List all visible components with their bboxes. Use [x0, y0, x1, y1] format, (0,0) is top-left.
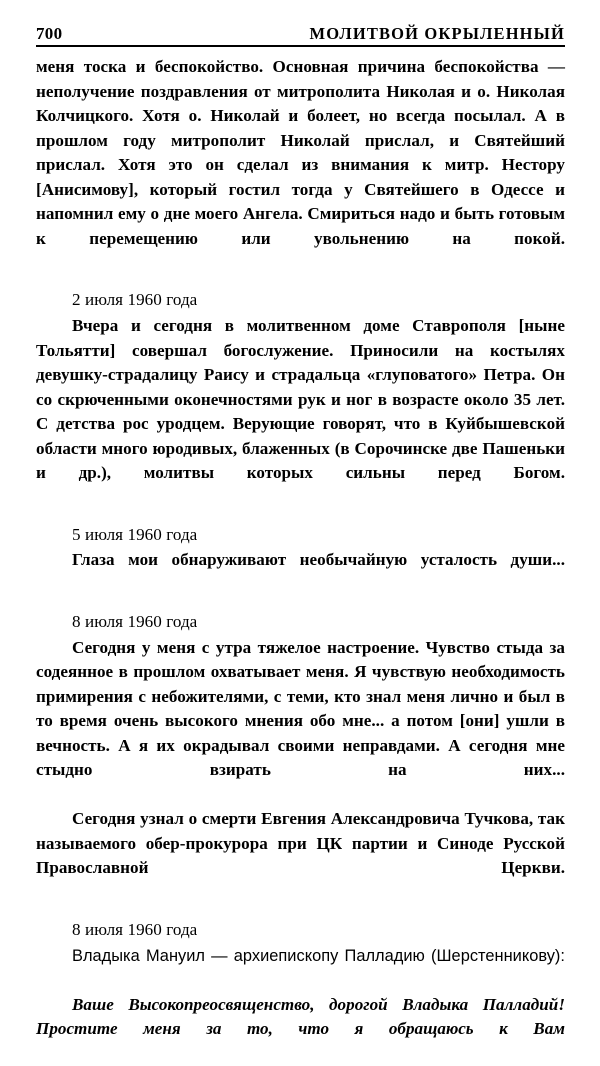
date-heading: 8 июля 1960 года	[72, 611, 198, 631]
text-column	[36, 55, 565, 1066]
header-divider-rule	[36, 45, 565, 47]
letter-quote: Ваше Высокопреосвященство, дорогой Владыка Палладий! Простите меня за то, что я обращаюсь к Вам	[36, 994, 565, 1039]
entry-paragraph: Глаза мои обнаруживают необычайную усталость души...	[72, 550, 565, 570]
date-heading: 8 июля 1960 года	[72, 920, 198, 940]
date-heading: 5 июля 1960 года	[72, 524, 198, 544]
letter-attribution: Владыка Мануил — архиепископу Палладию (Шерстенникову):	[72, 946, 565, 965]
date-heading: 2 июля 1960 года	[72, 290, 198, 310]
entry-paragraph: Вчера и сегодня в молитвенном доме Ставрополя [ныне Тольятти] совершал богослужение. Приносили на костылях девушку-страдалицу Раису и страдальца «глуповатого» Петра. Он со скрюченными оконечностями рук и ног в возрасте около 35 лет. С детства рос уродцем. Верующие говорят, что в Куйбышевской области много юродивых, блаженных (в Сорочинске две Пашеньки и др.), молитвы которых сильны перед Богом.	[36, 315, 565, 483]
entry-paragraph: Сегодня узнал о смерти Евгения Александровича Тучкова, так называемого обер-прокурора при ЦК партии и Синоде Русской Православной Церкви.	[36, 809, 565, 878]
running-head	[36, 16, 565, 42]
running-head-title: МОЛИТВОЙ ОКРЫЛЕННЫЙ	[309, 23, 565, 43]
continued-paragraph: меня тоска и беспокойство. Основная причина беспокойства — неполучение поздравления от митрополита Николая и о. Николая Колчицкого. Хотя о. Николай и болеет, но всегда посылал. А в прошлом году митрополит Николай прислал, и Святейший прислал. Хотя это он сделал из внимания к митр. Нестору [Анисимову], который гостил тогда у Святейшего в Одессе и напомнил ему о дне моего Ангела. Смириться надо и быть готовым к перемещению или увольнению на покой.	[36, 57, 565, 248]
page-number: 700	[36, 24, 63, 43]
entry-paragraph: Сегодня у меня с утра тяжелое настроение. Чувство стыда за содеянное в прошлом охватывает меня. Я чувствую необходимость примирения с небожителями, с теми, кто знал меня лично и был в то время очень высокого мнения обо мне... а потом [они] ушли в вечность. А я их окрадывал своими неправдами. А сегодня мне стыдно взирать на них...	[36, 637, 565, 780]
